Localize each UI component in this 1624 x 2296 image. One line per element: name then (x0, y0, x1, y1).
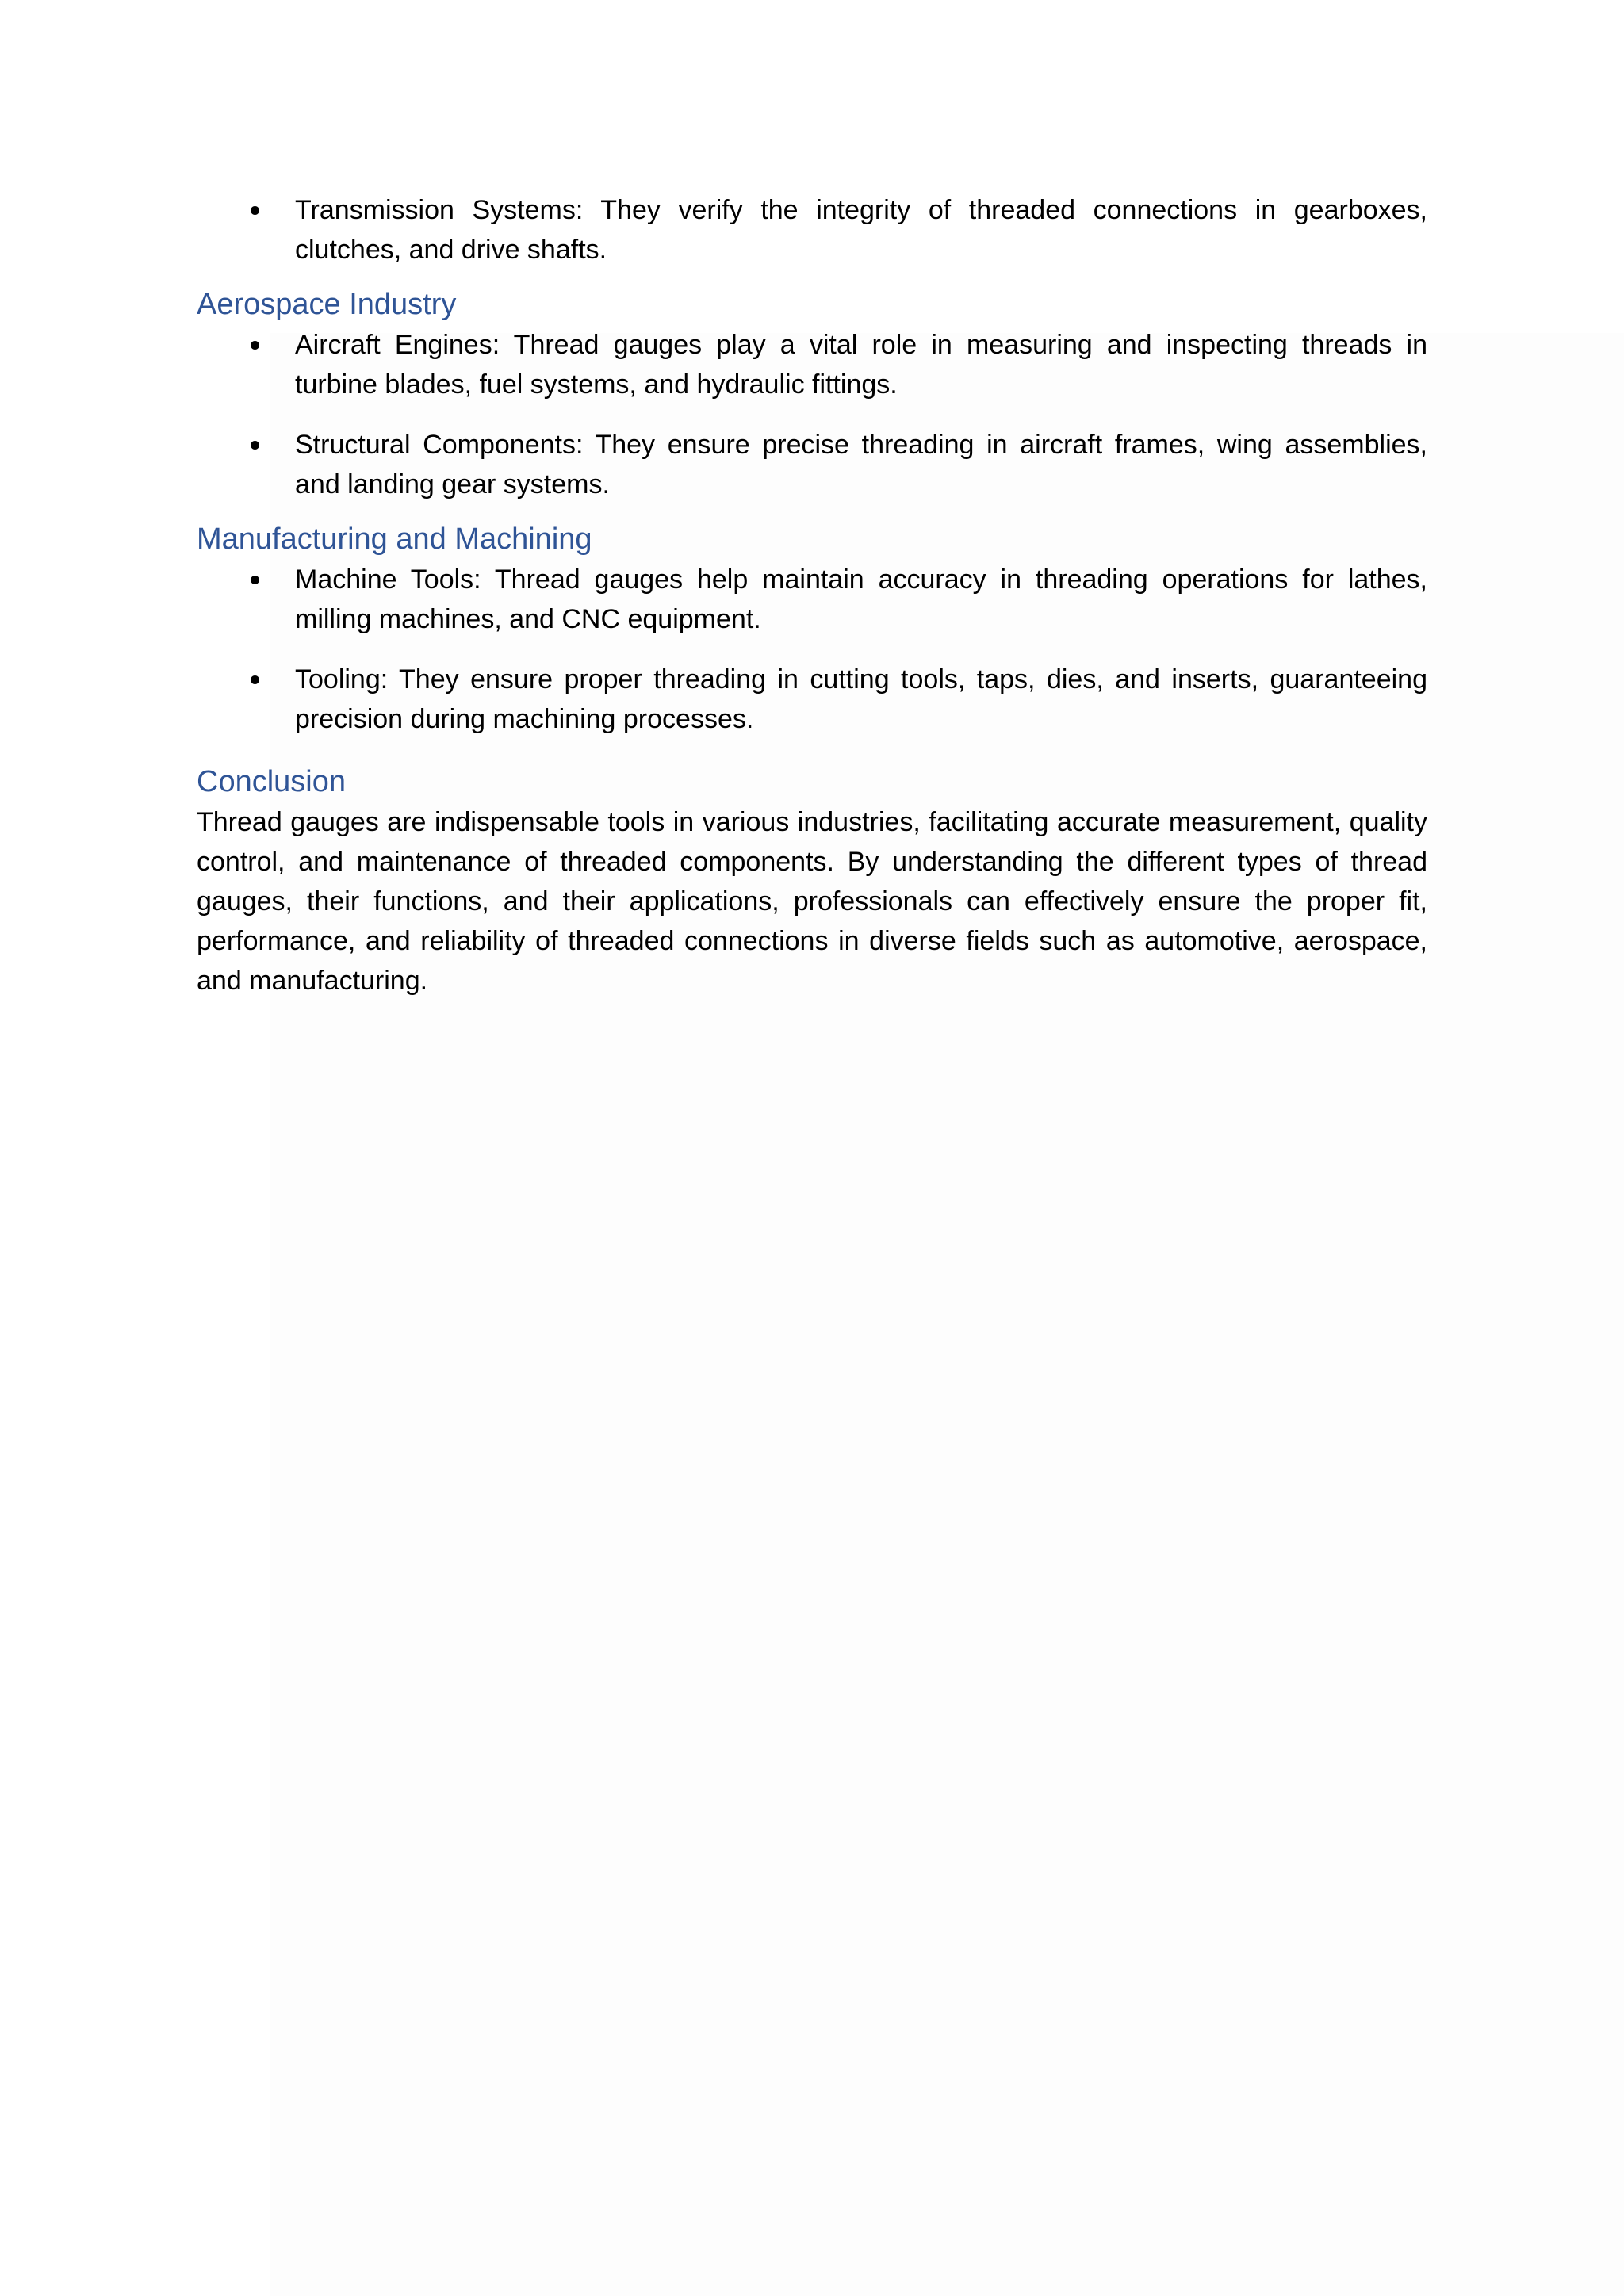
list-item-text: Tooling: They ensure proper threading in cutting tools, taps, dies, and inserts, guaranteeing precision during machining processes. (295, 664, 1427, 734)
section-heading: Aerospace Industry (197, 288, 457, 321)
page-content (197, 190, 1427, 1001)
bullet-icon (251, 675, 259, 684)
list-item (197, 425, 1427, 504)
bullet-icon (251, 341, 259, 350)
bullet-list (197, 560, 1427, 739)
intro-list (197, 190, 1427, 270)
bullet-icon (251, 576, 259, 584)
list-item-text: Transmission Systems: They verify the integrity of threaded connections in gearboxes, clutches, and drive shafts. (295, 195, 1427, 265)
list-item (197, 560, 1427, 639)
bullet-icon (251, 206, 259, 215)
section-heading: Manufacturing and Machining (197, 522, 592, 556)
bullet-icon (251, 441, 259, 450)
section-aerospace (197, 285, 1427, 504)
list-item-text: Machine Tools: Thread gauges help maintain accuracy in threading operations for lathes, milling machines, and CNC equipment. (295, 564, 1427, 634)
list-item (197, 325, 1427, 404)
list-item (197, 660, 1427, 739)
list-item-text: Aircraft Engines: Thread gauges play a vital role in measuring and inspecting threads in turbine blades, fuel systems, and hydraulic fittings. (295, 330, 1427, 400)
conclusion-heading: Conclusion (197, 765, 346, 798)
list-item (197, 190, 1427, 270)
list-item-text: Structural Components: They ensure precise threading in aircraft frames, wing assemblies, and landing gear systems. (295, 430, 1427, 499)
section-conclusion (197, 763, 1427, 1001)
conclusion-paragraph: Thread gauges are indispensable tools in various industries, facilitating accurate measurement, quality control, and maintenance of threaded components. By understanding the different types of thread gauges, their functions, and their applications, professionals can effectively ensure the proper fit, performance, and reliability of threaded connections in diverse fields such as automotive, aerospace, and manufacturing. (197, 807, 1427, 996)
bullet-list (197, 325, 1427, 504)
section-manufacturing (197, 520, 1427, 739)
